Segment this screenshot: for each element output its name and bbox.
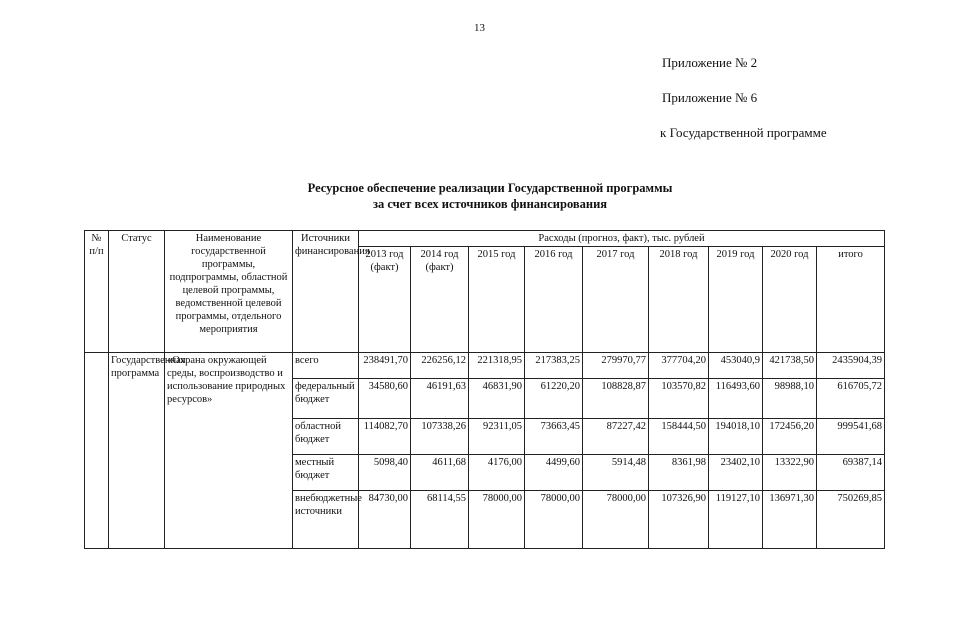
value-cell: 8361,98 [649, 455, 709, 491]
value-cell: 103570,82 [649, 379, 709, 419]
value-cell: 750269,85 [817, 491, 885, 549]
header-year: 2019 год [709, 247, 763, 353]
value-cell: 4611,68 [411, 455, 469, 491]
value-cell: 279970,77 [583, 353, 649, 379]
value-cell: 78000,00 [583, 491, 649, 549]
value-cell: 107338,26 [411, 419, 469, 455]
appendix-line-2: Приложение № 6 [662, 90, 758, 105]
value-cell: 4176,00 [469, 455, 525, 491]
value-cell: 158444,50 [649, 419, 709, 455]
value-cell: 23402,10 [709, 455, 763, 491]
page-number: 13 [474, 22, 485, 34]
value-cell: 5914,48 [583, 455, 649, 491]
value-cell: 78000,00 [525, 491, 583, 549]
source-cell: местный бюджет [293, 455, 359, 491]
source-cell: всего [293, 353, 359, 379]
header-year: 2018 год [649, 247, 709, 353]
appendix-line-1: Приложение № 2 [662, 55, 758, 70]
header-name: Наименование государственной программы, подпрограммы, областной целевой программы, ведомственной целевой программы, отдельного мероприятия [165, 231, 293, 353]
title-line-1: Ресурсное обеспечение реализации Государственной программы [307, 181, 673, 195]
source-cell: федеральный бюджет [293, 379, 359, 419]
appendix-line-3: к Государственной программе [660, 125, 827, 140]
header-year: 2017 год [583, 247, 649, 353]
value-cell: 61220,20 [525, 379, 583, 419]
value-cell: 999541,68 [817, 419, 885, 455]
value-cell: 107326,90 [649, 491, 709, 549]
value-cell: 421738,50 [763, 353, 817, 379]
value-cell: 87227,42 [583, 419, 649, 455]
value-cell: 119127,10 [709, 491, 763, 549]
value-cell: 46191,63 [411, 379, 469, 419]
header-num: № п/п [85, 231, 109, 353]
value-cell: 238491,70 [359, 353, 411, 379]
program-num [85, 353, 109, 549]
value-cell: 98988,10 [763, 379, 817, 419]
value-cell: 616705,72 [817, 379, 885, 419]
header-year: 2014 год (факт) [411, 247, 469, 353]
value-cell: 84730,00 [359, 491, 411, 549]
value-cell: 73663,45 [525, 419, 583, 455]
value-cell: 5098,40 [359, 455, 411, 491]
header-sources: Источники финансирования [293, 231, 359, 353]
program-status: Государственная программа [109, 353, 165, 549]
value-cell: 92311,05 [469, 419, 525, 455]
header-row-1 [85, 231, 885, 247]
budget-table [84, 230, 885, 549]
value-cell: 194018,10 [709, 419, 763, 455]
header-expenses: Расходы (прогноз, факт), тыс. рублей [359, 231, 885, 247]
value-cell: 46831,90 [469, 379, 525, 419]
table-row [85, 353, 885, 379]
title-line-2: за счет всех источников финансирования [372, 197, 608, 211]
value-cell: 116493,60 [709, 379, 763, 419]
value-cell: 221318,95 [469, 353, 525, 379]
value-cell: 108828,87 [583, 379, 649, 419]
header-year: 2020 год [763, 247, 817, 353]
value-cell: 78000,00 [469, 491, 525, 549]
value-cell: 68114,55 [411, 491, 469, 549]
source-cell: внебюджетные источники [293, 491, 359, 549]
value-cell: 172456,20 [763, 419, 817, 455]
value-cell: 34580,60 [359, 379, 411, 419]
header-total: итого [817, 247, 885, 353]
header-year: 2013 год (факт) [359, 247, 411, 353]
value-cell: 226256,12 [411, 353, 469, 379]
value-cell: 4499,60 [525, 455, 583, 491]
value-cell: 13322,90 [763, 455, 817, 491]
program-name: «Охрана окружающей среды, воспроизводство и использование природных ресурсов» [165, 353, 293, 549]
value-cell: 136971,30 [763, 491, 817, 549]
value-cell: 2435904,39 [817, 353, 885, 379]
header-status: Статус [109, 231, 165, 353]
document-title [0, 180, 980, 212]
value-cell: 453040,9 [709, 353, 763, 379]
header-year: 2016 год [525, 247, 583, 353]
value-cell: 69387,14 [817, 455, 885, 491]
value-cell: 114082,70 [359, 419, 411, 455]
source-cell: областной бюджет [293, 419, 359, 455]
header-year: 2015 год [469, 247, 525, 353]
value-cell: 377704,20 [649, 353, 709, 379]
value-cell: 217383,25 [525, 353, 583, 379]
